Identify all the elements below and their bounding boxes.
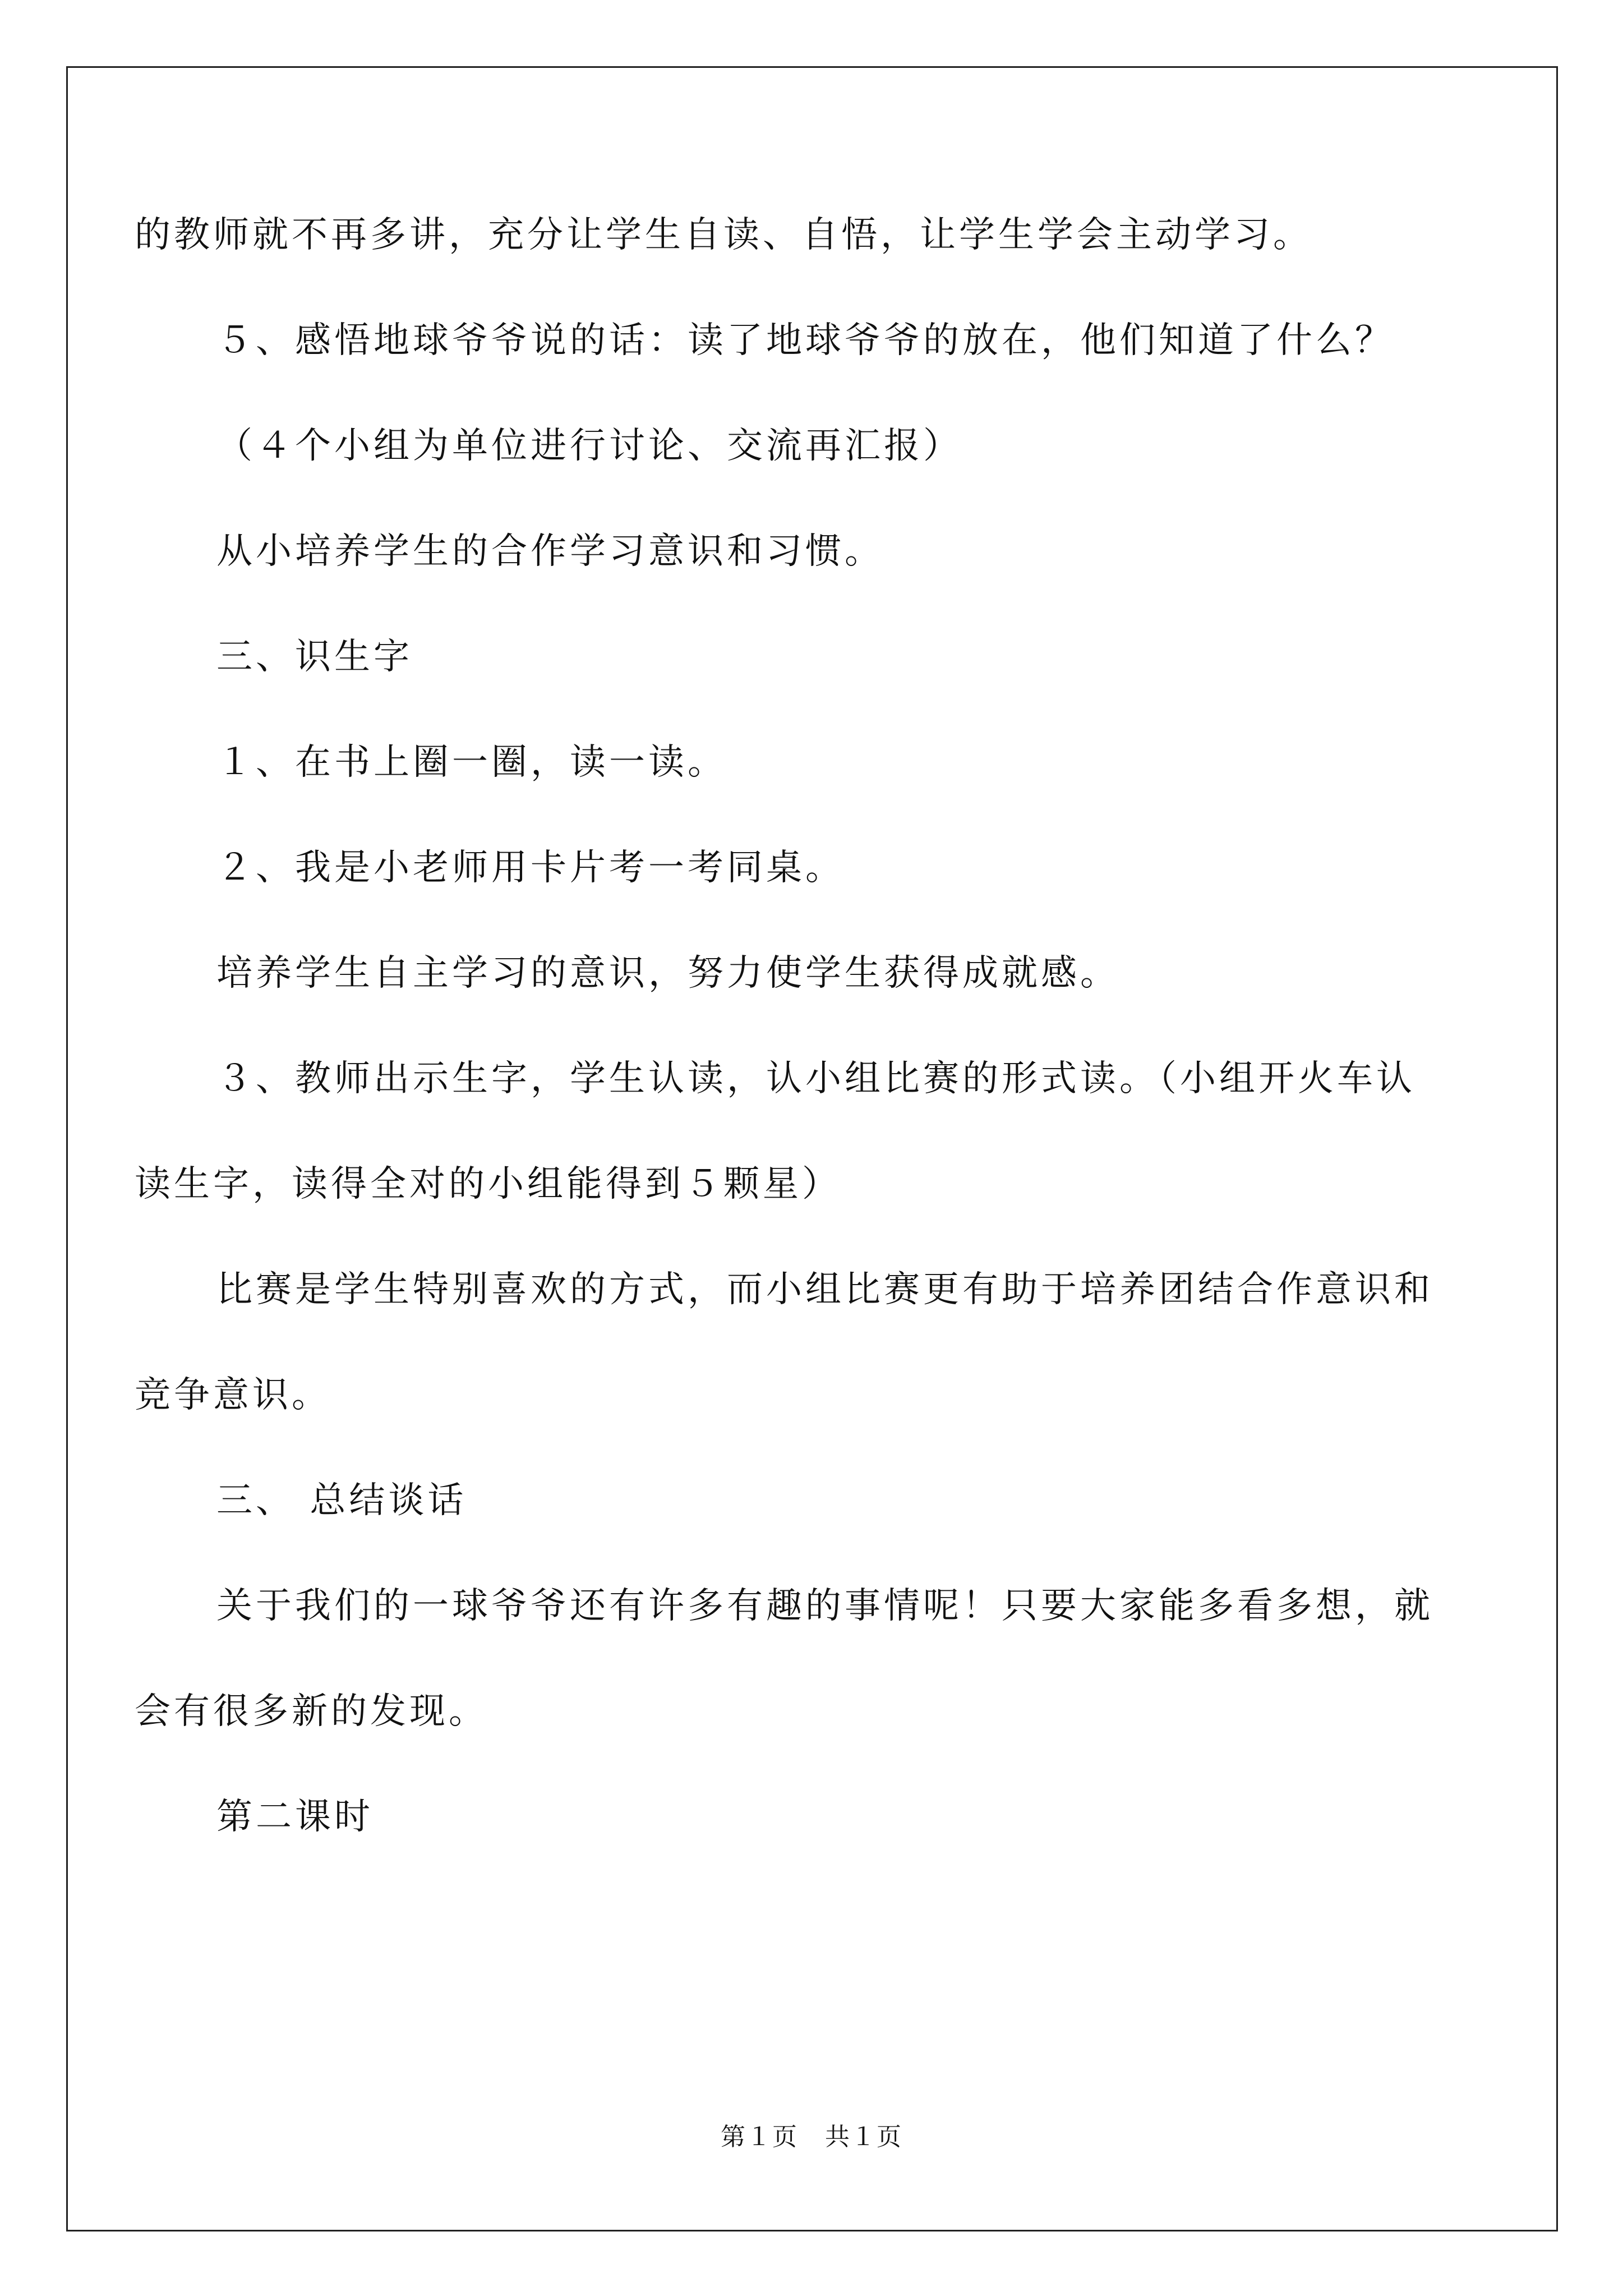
page-number: 第１页 bbox=[721, 2123, 798, 2151]
paragraph-3: （４个小组为单位进行讨论、交流再汇报） bbox=[216, 425, 962, 467]
paragraph-2: ５、感悟地球爷爷说的话：读了地球爷爷的放在，他们知道了什么？ bbox=[216, 320, 1394, 361]
paragraph-10: 比赛是学生特别喜欢的方式，而小组比赛更有助于培养团结合作意识和竞争意识。 bbox=[135, 1269, 1433, 1416]
paragraph-12: 关于我们的一球爷爷还有许多有趣的事情呢！只要大家能多看多想，就会有很多新的发现。 bbox=[135, 1585, 1433, 1732]
section-heading-summary: 三、 总结谈话 bbox=[216, 1480, 467, 1521]
section-heading-second-lesson: 第二课时 bbox=[216, 1796, 374, 1838]
paragraph-8: 培养学生自主学习的意识，努力使学生获得成就感。 bbox=[216, 953, 1119, 994]
paragraph-6: １、在书上圈一圈，读一读。 bbox=[216, 742, 727, 783]
paragraph-4: 从小培养学生的合作学习意识和习惯。 bbox=[216, 531, 884, 572]
paragraph-1: 的教师就不再多讲，充分让学生自读、自悟，让学生学会主动学习。 bbox=[135, 214, 1312, 256]
paragraph-7: ２、我是小老师用卡片考一考同桌。 bbox=[216, 847, 845, 889]
page-total: 共１页 bbox=[825, 2123, 902, 2151]
section-heading-recognize-characters: 三、识生字 bbox=[216, 636, 413, 678]
document-body bbox=[135, 182, 1436, 1870]
page-footer bbox=[0, 2120, 1623, 2154]
paragraph-9: ３、教师出示生字，学生认读，认小组比赛的形式读。（小组开火车认读生字，读得全对的小组能得到５颗星） bbox=[135, 1058, 1415, 1205]
